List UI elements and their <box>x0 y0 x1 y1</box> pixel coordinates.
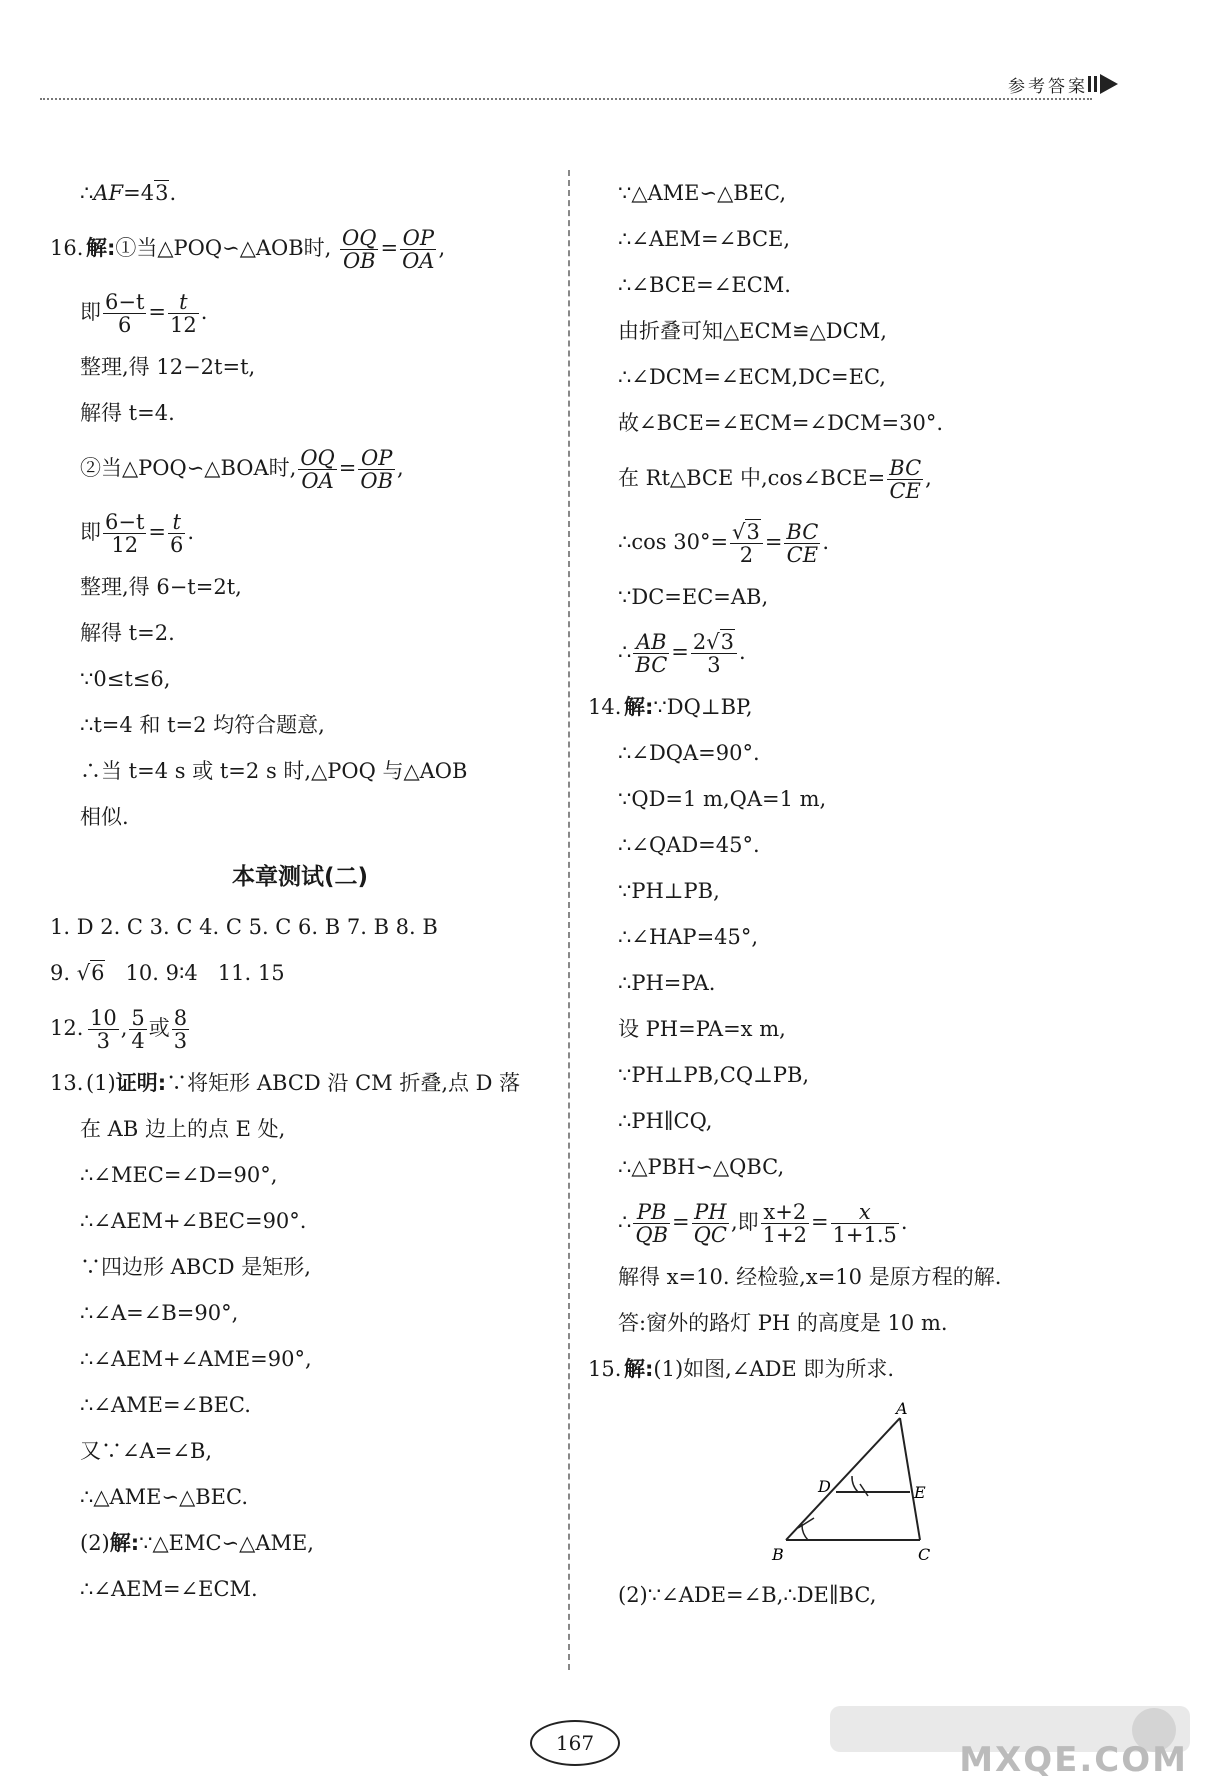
r-line-4: 由折叠可知△ECM≌△DCM, <box>618 319 887 343</box>
q16-line-5: ②当△POQ∽△BOA时, $\frac{OQ}{OA}$ = $\frac{OP}{OB}$ , <box>80 446 404 493</box>
triangle-diagram <box>768 1400 1068 1570</box>
triangle-figure <box>768 1400 1068 1570</box>
fraction: $\frac{PB}{QB}$ <box>635 1200 669 1247</box>
q14-line-10: ∴PH∥CQ, <box>618 1109 713 1133</box>
header-label: 参考答案 <box>1008 77 1088 97</box>
q13-line-4: ∴∠AEM+∠BEC=90°. <box>80 1209 307 1233</box>
fraction: $\frac{6-t}{6}$ <box>105 290 145 337</box>
arc-b <box>802 1524 808 1540</box>
watermark-text: MXQE.COM <box>959 1740 1188 1780</box>
q15-line-2: (2)∵∠ADE=∠B,∴DE∥BC, <box>618 1583 877 1607</box>
q14-line-12: ∴ $\frac{PB}{QB}$ = $\frac{PH}{QC}$ ,即 $\frac{x+2}{1+2}$ = $\frac{x}{1+1.5}$ . <box>618 1200 908 1247</box>
fraction: $\frac{BC}{CE}$ <box>786 520 819 567</box>
r-line-10: ∴ $\frac{AB}{BC}$ = $\frac{2√3}{3}$ . <box>618 630 746 677</box>
fraction: $\frac{BC}{CE}$ <box>889 456 922 503</box>
left-column <box>50 178 550 1620</box>
r-line-2: ∴∠AEM=∠BCE, <box>618 227 791 251</box>
r-line-3: ∴∠BCE=∠ECM. <box>618 273 791 297</box>
column-divider <box>568 170 570 1670</box>
q14-line-1: 14. 解:∵DQ⊥BP, <box>588 695 753 719</box>
header-rule <box>40 98 1092 100</box>
r-line-9: ∵DC=EC=AB, <box>618 585 769 609</box>
q14-line-6: ∴∠HAP=45°, <box>618 925 759 949</box>
q16-line-12: 相似. <box>80 805 129 829</box>
arc-d <box>852 1476 858 1492</box>
label-c: C <box>918 1545 931 1564</box>
q14-line-7: ∴PH=PA. <box>618 971 716 995</box>
fraction: $\frac{2√3}{3}$ <box>691 631 737 676</box>
arc-d-mark <box>860 1484 868 1496</box>
q16-line-3: 整理,得 12−2t=t, <box>80 355 256 379</box>
q16-line-7: 整理,得 6−t=2t, <box>80 575 242 599</box>
fraction: $\frac{OP}{OA}$ <box>402 226 435 273</box>
q13-line-2: 在 AB 边上的点 E 处, <box>80 1117 286 1141</box>
fraction: $\frac{5}{4}$ <box>131 1006 145 1053</box>
q15-line-1: 15. 解:(1)如图,∠ADE 即为所求. <box>588 1357 895 1381</box>
q14-line-8: 设 PH=PA=x m, <box>618 1017 786 1041</box>
q14-line-9: ∵PH⊥PB,CQ⊥PB, <box>618 1063 810 1087</box>
fraction: $\frac{10}{3}$ <box>90 1006 117 1053</box>
q13-line-6: ∴∠A=∠B=90°, <box>80 1301 239 1325</box>
q16-line-10: ∴t=4 和 t=2 均符合题意, <box>80 713 325 737</box>
fraction: $\frac{OQ}{OB}$ <box>342 226 377 273</box>
fraction: $\frac{x+2}{1+2}$ <box>762 1200 807 1247</box>
label-b: B <box>772 1545 784 1564</box>
fraction: $\frac{6-t}{12}$ <box>105 510 145 557</box>
fraction: $\frac{OQ}{OA}$ <box>300 446 335 493</box>
q13-line-5: ∵四边形 ABCD 是矩形, <box>80 1255 311 1279</box>
fraction: $\frac{t}{6}$ <box>170 510 184 557</box>
line-af: ∴AF=43. <box>80 181 177 205</box>
q16-line-2: 即 $\frac{6-t}{6}$ = $\frac{t}{12}$ . <box>80 290 208 337</box>
q14-line-5: ∵PH⊥PB, <box>618 879 720 903</box>
right-column <box>588 178 1108 1626</box>
side-ab <box>786 1418 900 1540</box>
label-d: D <box>818 1477 831 1496</box>
q16-line-1: 16. 解:①当△POQ∽△AOB时, $\frac{OQ}{OB}$ = $\frac{OP}{OA}$ , <box>50 226 446 273</box>
q13-line-3: ∴∠MEC=∠D=90°, <box>80 1163 278 1187</box>
q14-line-4: ∴∠QAD=45°. <box>618 833 760 857</box>
q14-line-2: ∴∠DQA=90°. <box>618 741 760 765</box>
q14-line-11: ∴△PBH∽△QBC, <box>618 1155 785 1179</box>
fraction: $\frac{AB}{BC}$ <box>635 630 668 677</box>
fraction: $\frac{x}{1+1.5}$ <box>832 1200 897 1247</box>
side-ac <box>900 1418 920 1540</box>
q16-line-11: ∴当 t=4 s 或 t=2 s 时,△POQ 与△AOB <box>80 759 468 783</box>
label-a: A <box>896 1400 908 1418</box>
q16-line-4: 解得 t=4. <box>80 401 175 425</box>
q13-line-8: ∴∠AME=∠BEC. <box>80 1393 251 1417</box>
arrow-icon <box>1086 71 1120 97</box>
section-title: 本章测试(二) <box>231 864 369 890</box>
q16-line-9: ∵0≤t≤6, <box>80 667 171 691</box>
r-line-5: ∴∠DCM=∠ECM,DC=EC, <box>618 365 886 389</box>
q16-line-6: 即 $\frac{6-t}{12}$ = $\frac{t}{6}$ . <box>80 510 195 557</box>
r-line-7: 在 Rt△BCE 中,cos∠BCE= $\frac{BC}{CE}$ , <box>618 456 932 503</box>
q13-line-12: ∴∠AEM=∠ECM. <box>80 1577 258 1601</box>
fraction: $\frac{√3}{2}$ <box>730 521 763 566</box>
q13-line-10: ∴△AME∽△BEC. <box>80 1485 249 1509</box>
answers-9-11: 9. √6 10. 9∶4 11. 15 <box>50 961 285 985</box>
label-e: E <box>914 1483 926 1502</box>
answers-1-8: 1. D 2. C 3. C 4. C 5. C 6. B 7. B 8. B <box>50 915 438 939</box>
page-number: 167 <box>530 1720 620 1766</box>
q14-line-13: 解得 x=10. 经检验,x=10 是原方程的解. <box>618 1265 1002 1289</box>
q14-line-3: ∵QD=1 m,QA=1 m, <box>618 787 827 811</box>
q14-line-14: 答:窗外的路灯 PH 的高度是 10 m. <box>618 1311 948 1335</box>
r-line-1: ∵△AME∽△BEC, <box>618 181 787 205</box>
fraction: $\frac{OP}{OB}$ <box>360 446 394 493</box>
q13-line-9: 又∵∠A=∠B, <box>80 1439 213 1463</box>
q13-line-1: 13. (1)证明:∵将矩形 ABCD 沿 CM 折叠,点 D 落 <box>50 1071 521 1095</box>
q13-line-7: ∴∠AEM+∠AME=90°, <box>80 1347 312 1371</box>
r-line-6: 故∠BCE=∠ECM=∠DCM=30°. <box>618 411 943 435</box>
fraction: $\frac{PH}{QC}$ <box>693 1200 727 1247</box>
fraction: $\frac{8}{3}$ <box>173 1006 188 1053</box>
fraction: $\frac{t}{12}$ <box>170 290 197 337</box>
q16-line-8: 解得 t=2. <box>80 621 175 645</box>
q13-line-11: (2)解:∵△EMC∽△AME, <box>80 1531 314 1555</box>
r-line-8: ∴cos 30°= $\frac{√3}{2}$ = $\frac{BC}{CE}$ . <box>618 520 829 567</box>
watermark <box>820 1700 1200 1788</box>
answer-12: 12. $\frac{10}{3}$ , $\frac{5}{4}$ 或 $\frac{8}{3}$ <box>50 1006 188 1053</box>
